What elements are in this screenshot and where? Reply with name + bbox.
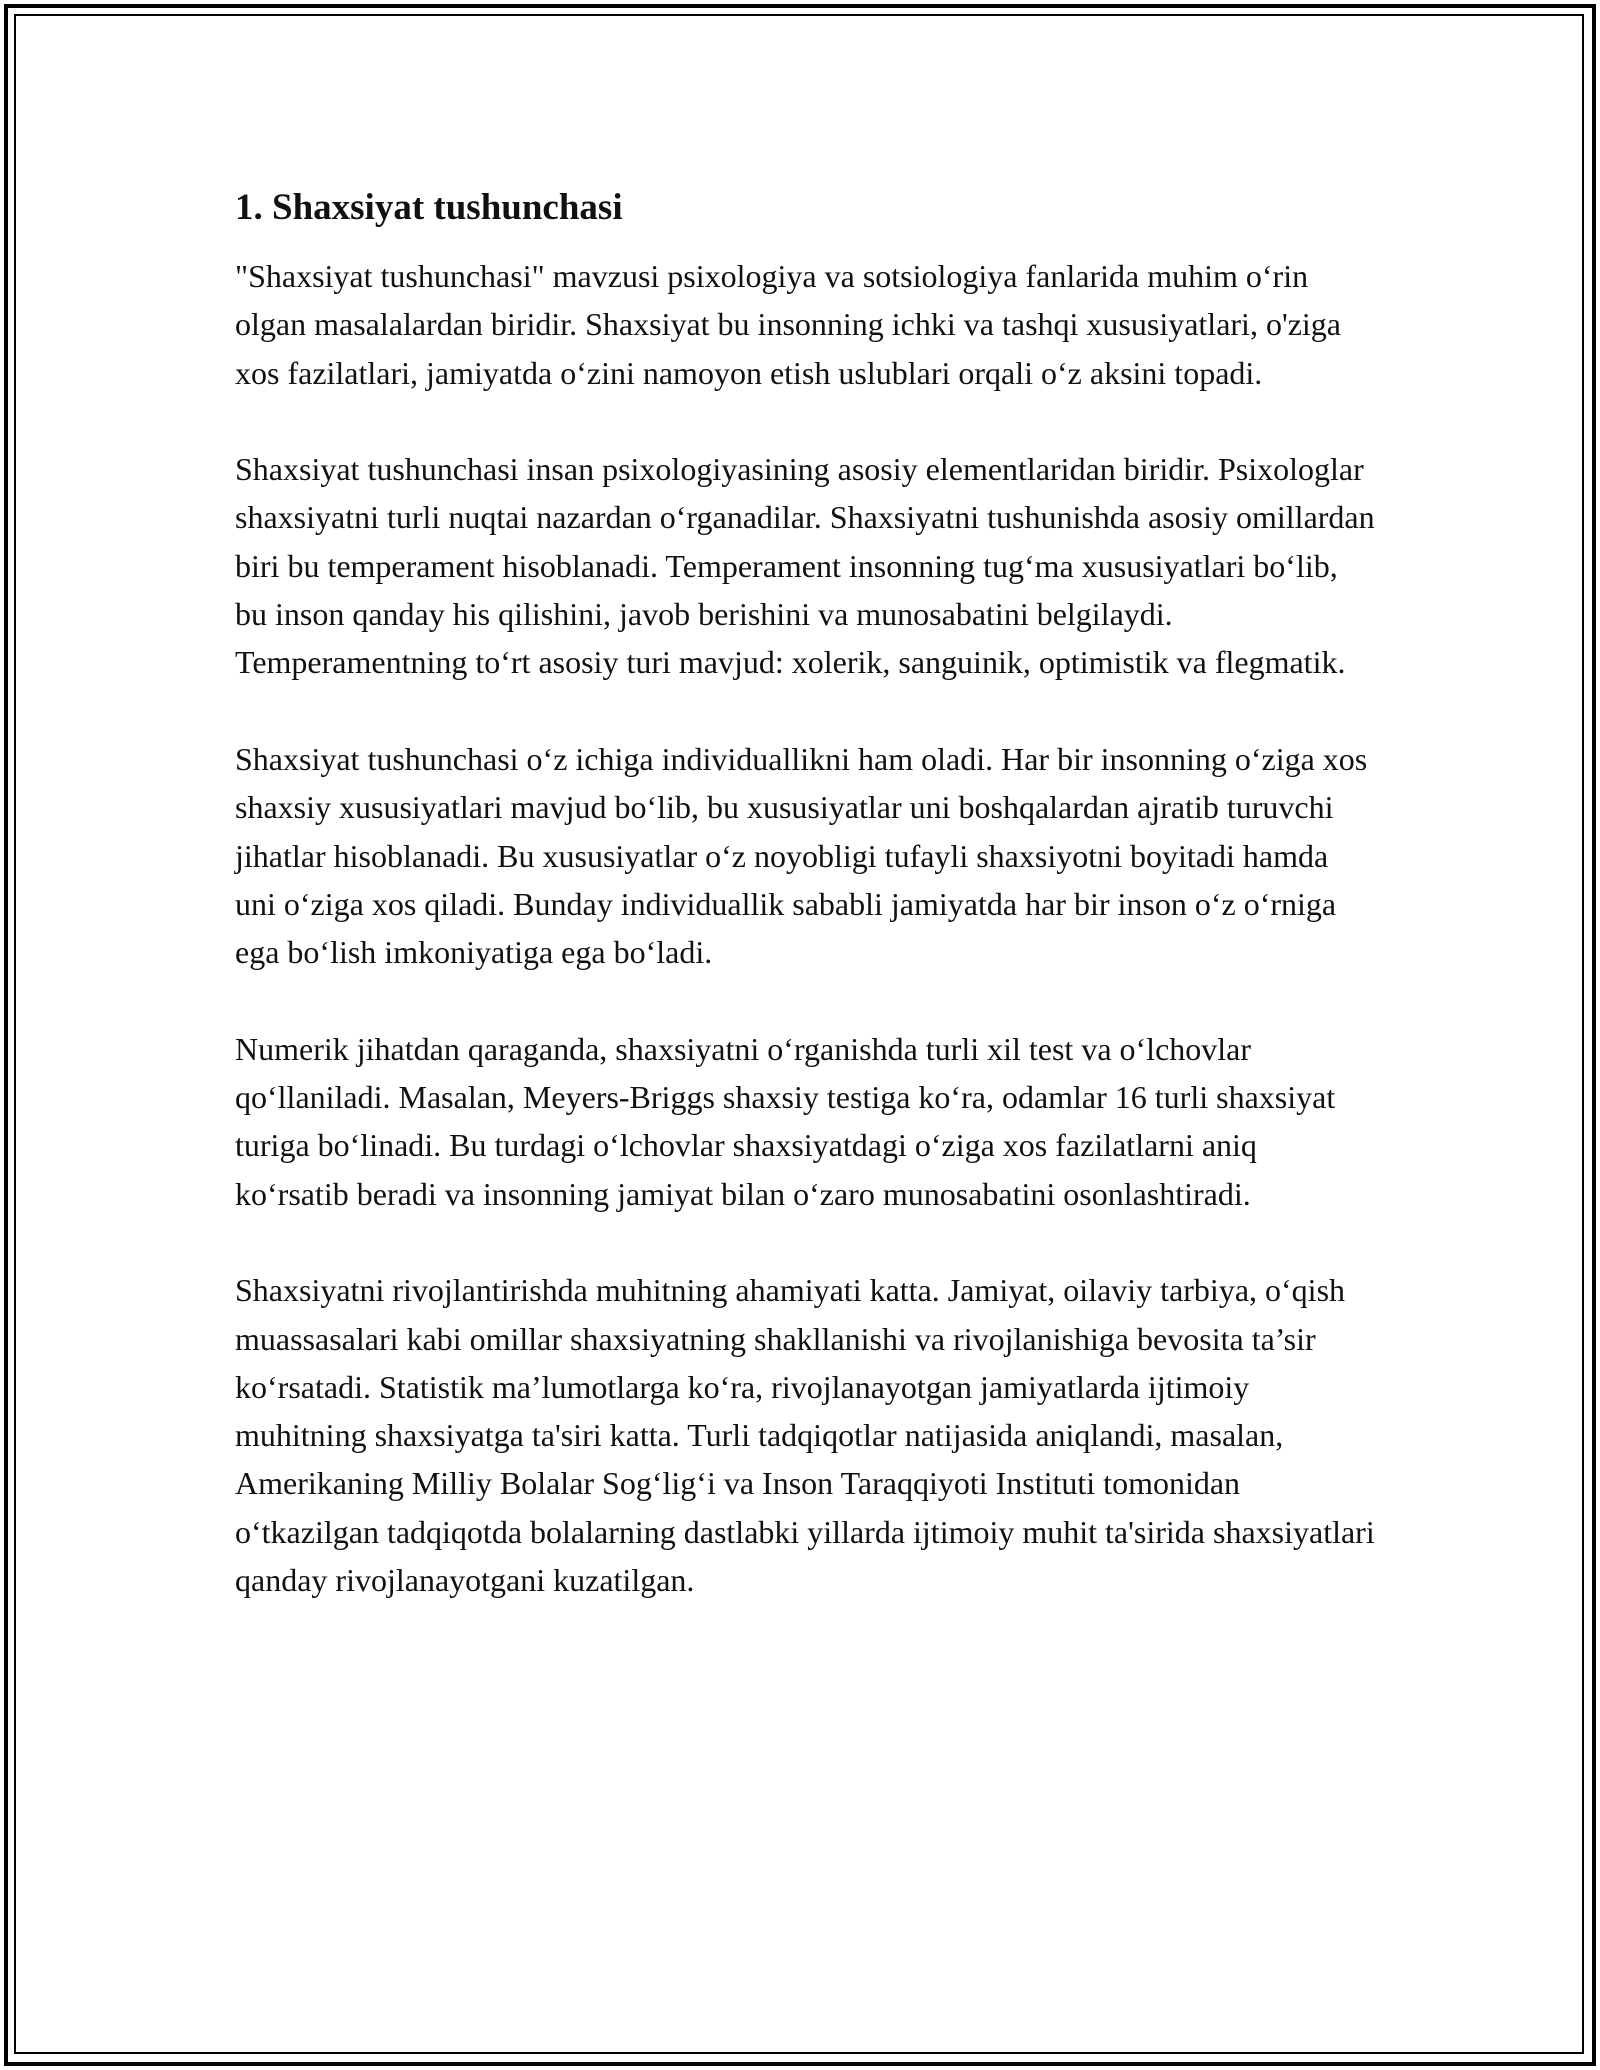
paragraph-intro: "Shaxsiyat tushunchasi" mavzusi psixologiya va sotsiologiya fanlarida muhim o‘rin olgan masalalardan biridir. Shaxsiyat bu insonning ichki va tashqi xususiyatlari, o'ziga xos fazilatlari, jamiyatda o‘zini namoyon etish uslublari orqali o‘z aksini topadi. xyxy=(235,258,1341,391)
paragraph-environment: Shaxsiyatni rivojlantirishda muhitning ahamiyati katta. Jamiyat, oilaviy tarbiya, o‘qish muassasalari kabi omillar shaxsiyatning shakllanishi va rivojlanishiga bevosita ta’sir ko‘rsatadi. Statistik ma’lumotlarga ko‘ra, rivojlanayotgan jamiyatlarda ijtimoiy muhitning shaxsiyatga ta'siri katta. Turli tadqiqotlar natijasida aniqlandi, masalan, Amerikaning Milliy Bolalar Sog‘lig‘i va Inson Taraqqiyoti Instituti tomonidan o‘tkazilgan tadqiqotda bolalarning dastlabki yillarda ijtimoiy muhit ta'sirida shaxsiyatlari qanday rivojlanayotgani kuzatilgan. xyxy=(235,1272,1375,1599)
paragraph-individuality: Shaxsiyat tushunchasi o‘z ichiga individuallikni ham oladi. Har bir insonning o‘ziga xos shaxsiy xususiyatlari mavjud bo‘lib, bu xususiyatlar uni boshqalardan ajratib turuvchi jihatlar hisoblanadi. Bu xususiyatlar o‘z noyobligi tufayli shaxsiyotni boyitadi hamda uni o‘ziga xos qiladi. Bunday individuallik sababli jamiyatda har bir inson o‘z o‘rniga ega bo‘lish imkoniyatiga ega bo‘ladi. xyxy=(235,740,1368,971)
paragraph-measurement: Numerik jihatdan qaraganda, shaxsiyatni o‘rganishda turli xil test va o‘lchovlar qo‘llaniladi. Masalan, Meyers-Briggs shaxsiy testiga ko‘ra, odamlar 16 turli shaxsiyat turiga bo‘linadi. Bu turdagi o‘lchovlar shaxsiyatdagi o‘ziga xos fazilatlarni aniq ko‘rsatib beradi va insonning jamiyat bilan o‘zaro munosabatini osonlashtiradi. xyxy=(235,1030,1336,1212)
section-heading: 1. Shaxsiyat tushunchasi xyxy=(235,187,623,228)
document-body xyxy=(235,184,1375,1604)
paragraph-temperament: Shaxsiyat tushunchasi insan psixologiyasining asosiy elementlaridan biridir. Psixologlar shaxsiyatni turli nuqtai nazardan o‘rganadilar. Shaxsiyatni tushunishda asosiy omillardan biri bu temperament hisoblanadi. Temperament insonning tug‘ma xususiyatlari bo‘lib, bu inson qanday his qilishini, javob berishini va munosabatini belgilaydi. Temperamentning to‘rt asosiy turi mavjud: xolerik, sanguinik, optimistik va flegmatik. xyxy=(235,451,1375,681)
